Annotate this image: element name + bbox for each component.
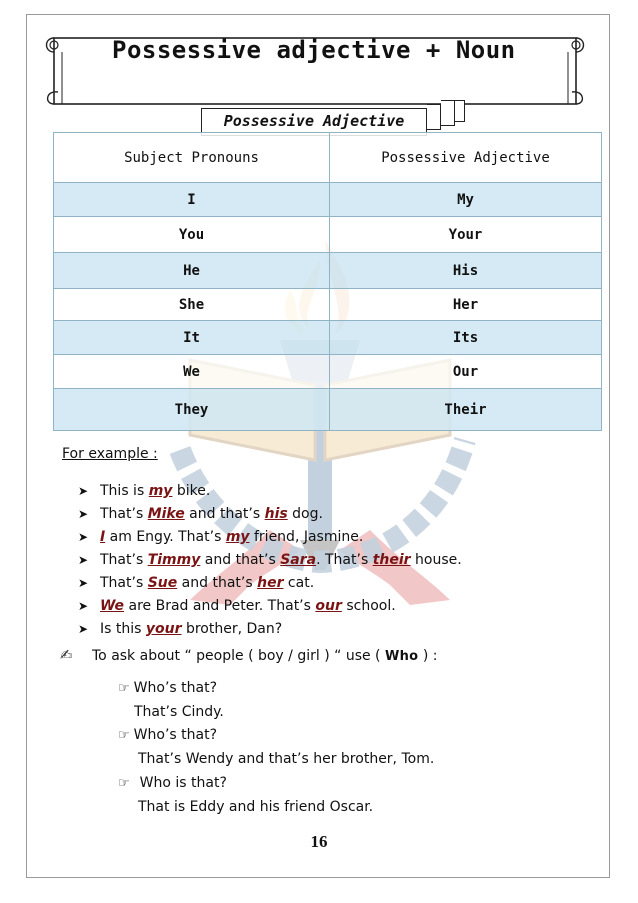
pronoun-table bbox=[53, 132, 602, 431]
dialog-answer: That’s Wendy and that’s her brother, Tom. bbox=[138, 751, 435, 767]
list-item: ➤ I am Engy. That’s my friend, Jasmine. bbox=[78, 526, 462, 549]
arrow-bullet-icon: ➤ bbox=[78, 507, 89, 521]
arrow-bullet-icon: ➤ bbox=[78, 530, 89, 544]
example-list bbox=[78, 480, 462, 641]
list-item: ➤ We are Brad and Peter. That’s our school. bbox=[78, 595, 462, 618]
table-cell: She bbox=[54, 289, 330, 321]
arrow-bullet-icon: ➤ bbox=[78, 553, 89, 567]
table-row bbox=[54, 355, 602, 389]
table-row bbox=[54, 321, 602, 355]
arrow-bullet-icon: ➤ bbox=[78, 622, 89, 636]
pointing-hand-icon: ☞ bbox=[118, 728, 130, 743]
list-item: ➤ That’s Sue and that’s her cat. bbox=[78, 572, 462, 595]
table-header: Possessive Adjective bbox=[330, 133, 602, 183]
table-cell: Their bbox=[330, 389, 602, 431]
table-row bbox=[54, 217, 602, 253]
table-cell: We bbox=[54, 355, 330, 389]
table-cell: My bbox=[330, 183, 602, 217]
arrow-bullet-icon: ➤ bbox=[78, 576, 89, 590]
table-cell: His bbox=[330, 253, 602, 289]
table-cell: It bbox=[54, 321, 330, 355]
table-cell: He bbox=[54, 253, 330, 289]
table-header: Subject Pronouns bbox=[54, 133, 330, 183]
ask-instruction: ✍ To ask about “ people ( boy / girl ) “ use ( Who ) : bbox=[60, 646, 438, 664]
table-header-row bbox=[54, 133, 602, 183]
who-keyword: Who bbox=[384, 649, 419, 664]
table-cell: Your bbox=[330, 217, 602, 253]
dialog-question: ☞ Who is that? bbox=[118, 775, 227, 791]
table-row bbox=[54, 289, 602, 321]
list-item: ➤ Is this your brother, Dan? bbox=[78, 618, 462, 641]
writing-hand-icon: ✍ bbox=[60, 646, 73, 664]
pointing-hand-icon: ☞ bbox=[118, 776, 130, 791]
arrow-bullet-icon: ➤ bbox=[78, 484, 89, 498]
table-cell: Her bbox=[330, 289, 602, 321]
arrow-bullet-icon: ➤ bbox=[78, 599, 89, 613]
list-item: ➤ This is my bike. bbox=[78, 480, 462, 503]
dialog-question: ☞ Who’s that? bbox=[118, 727, 217, 743]
example-label: For example : bbox=[62, 446, 158, 462]
page-title: Possessive adjective + Noun bbox=[112, 36, 516, 64]
table-cell: Our bbox=[330, 355, 602, 389]
subtitle: Possessive Adjective bbox=[223, 112, 405, 130]
subtitle-tab-decoration bbox=[455, 100, 465, 122]
dialog-answer: That’s Cindy. bbox=[134, 704, 224, 720]
pointing-hand-icon: ☞ bbox=[118, 681, 130, 696]
table-cell: I bbox=[54, 183, 330, 217]
dialog-answer: That is Eddy and his friend Oscar. bbox=[138, 799, 374, 815]
table-cell: Its bbox=[330, 321, 602, 355]
dialog-question: ☞ Who’s that? bbox=[118, 680, 217, 696]
table-row bbox=[54, 183, 602, 217]
table-cell: They bbox=[54, 389, 330, 431]
table-cell: You bbox=[54, 217, 330, 253]
list-item: ➤ That’s Timmy and that’s Sara. That’s their house. bbox=[78, 549, 462, 572]
list-item: ➤ That’s Mike and that’s his dog. bbox=[78, 503, 462, 526]
table-row bbox=[54, 253, 602, 289]
subtitle-tab-decoration bbox=[427, 104, 441, 130]
table-row bbox=[54, 389, 602, 431]
subtitle-tab-decoration bbox=[441, 100, 455, 126]
page-number: 16 bbox=[310, 832, 328, 851]
